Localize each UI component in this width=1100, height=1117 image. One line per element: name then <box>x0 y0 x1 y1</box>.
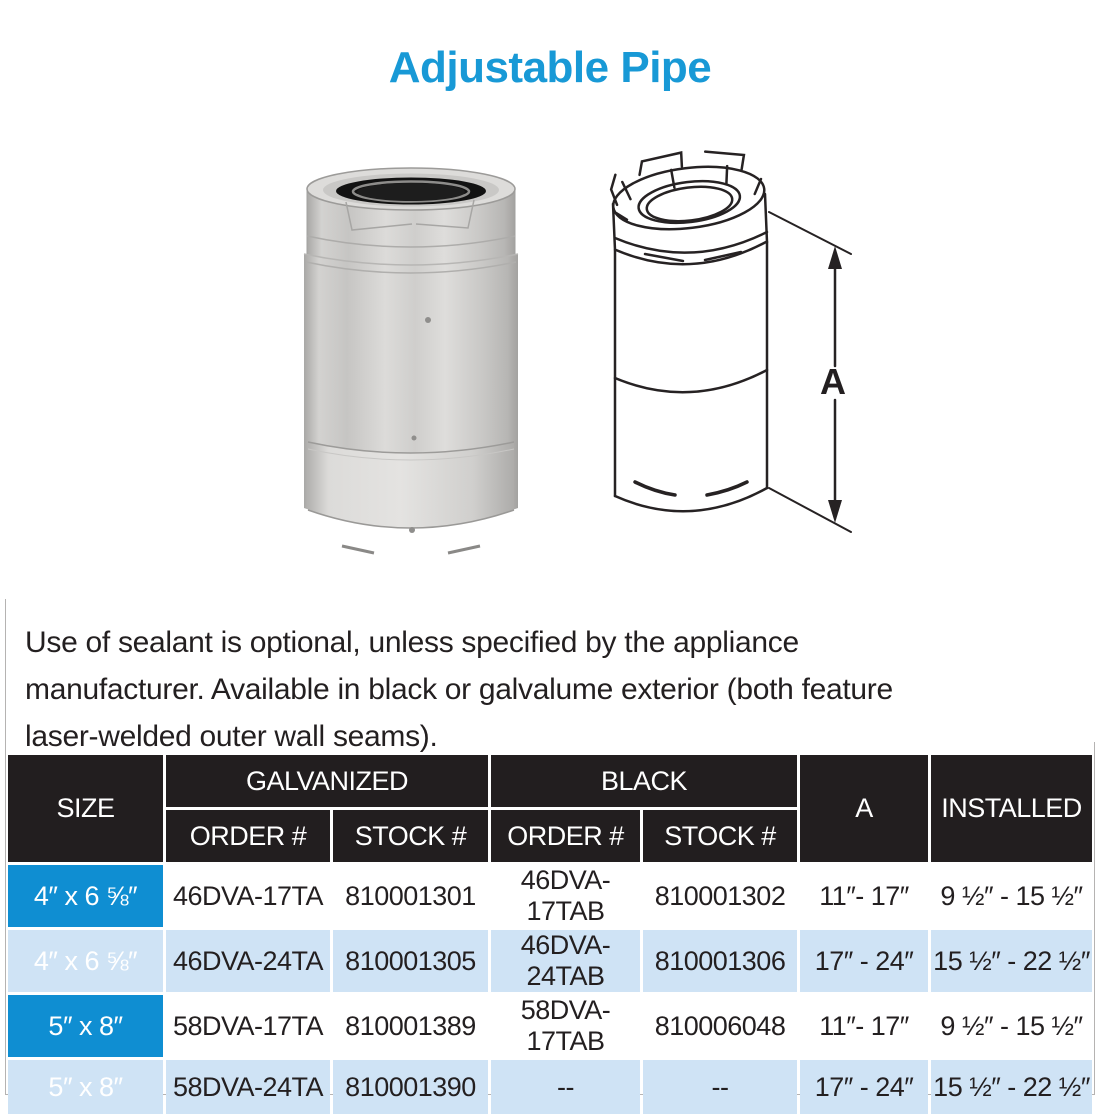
a-cell: 17″ - 24″ <box>800 1060 928 1114</box>
a-cell: 17″ - 24″ <box>800 930 928 992</box>
page-title: Adjustable Pipe <box>388 43 712 93</box>
pipe-line-drawing <box>583 138 893 585</box>
black-stock-cell: 810006048 <box>643 995 797 1057</box>
galv-stock-cell: 810001389 <box>333 995 488 1057</box>
table-row <box>8 865 1092 927</box>
dimension-arrow-up <box>828 246 842 269</box>
galv-order-cell: 46DVA-17TA <box>166 865 330 927</box>
header-installed: INSTALLED <box>931 755 1092 862</box>
header-size: SIZE <box>8 755 163 862</box>
size-cell: 4″ x 6 ⅝″ <box>8 865 163 927</box>
installed-cell: 15 ½″ - 22 ½″ <box>931 1060 1092 1114</box>
size-cell: 5″ x 8″ <box>8 995 163 1057</box>
a-cell: 11″- 17″ <box>800 865 928 927</box>
size-cell: 4″ x 6 ⅝″ <box>8 930 163 992</box>
header-galv-stock: STOCK # <box>333 810 488 862</box>
description-text: Use of sealant is optional, unless specified by the appliance manufacturer. Available in black or galvalume exterior (both feature laser-welded outer wall seams). <box>25 626 893 753</box>
a-cell: 11″- 17″ <box>800 995 928 1057</box>
black-order-cell: -- <box>491 1060 640 1114</box>
black-stock-cell: 810001302 <box>643 865 797 927</box>
pipe-product-photo <box>296 158 524 572</box>
header-black-order: ORDER # <box>491 810 640 862</box>
size-cell: 5″ x 8″ <box>8 1060 163 1114</box>
header-black-stock: STOCK # <box>643 810 797 862</box>
galv-stock-cell: 810001301 <box>333 865 488 927</box>
dimension-label: A <box>820 361 846 402</box>
black-stock-cell: -- <box>643 1060 797 1114</box>
table-row <box>8 930 1092 992</box>
header-galv-order: ORDER # <box>166 810 330 862</box>
spec-table <box>5 752 1095 1117</box>
galv-order-cell: 58DVA-17TA <box>166 995 330 1057</box>
galv-stock-cell: 810001305 <box>333 930 488 992</box>
installed-cell: 9 ½″ - 15 ½″ <box>931 995 1092 1057</box>
header-galvanized: GALVANIZED <box>166 755 488 807</box>
dimension-arrow-down <box>828 500 842 523</box>
installed-cell: 9 ½″ - 15 ½″ <box>931 865 1092 927</box>
black-order-cell: 46DVA-17TAB <box>491 865 640 927</box>
black-stock-cell: 810001306 <box>643 930 797 992</box>
header-a: A <box>800 755 928 862</box>
black-order-cell: 46DVA-24TAB <box>491 930 640 992</box>
galv-stock-cell: 810001390 <box>333 1060 488 1114</box>
galv-order-cell: 58DVA-24TA <box>166 1060 330 1114</box>
galv-order-cell: 46DVA-24TA <box>166 930 330 992</box>
table-row <box>8 1060 1092 1114</box>
installed-cell: 15 ½″ - 22 ½″ <box>931 930 1092 992</box>
header-black: BLACK <box>491 755 797 807</box>
table-row <box>8 995 1092 1057</box>
black-order-cell: 58DVA-17TAB <box>491 995 640 1057</box>
